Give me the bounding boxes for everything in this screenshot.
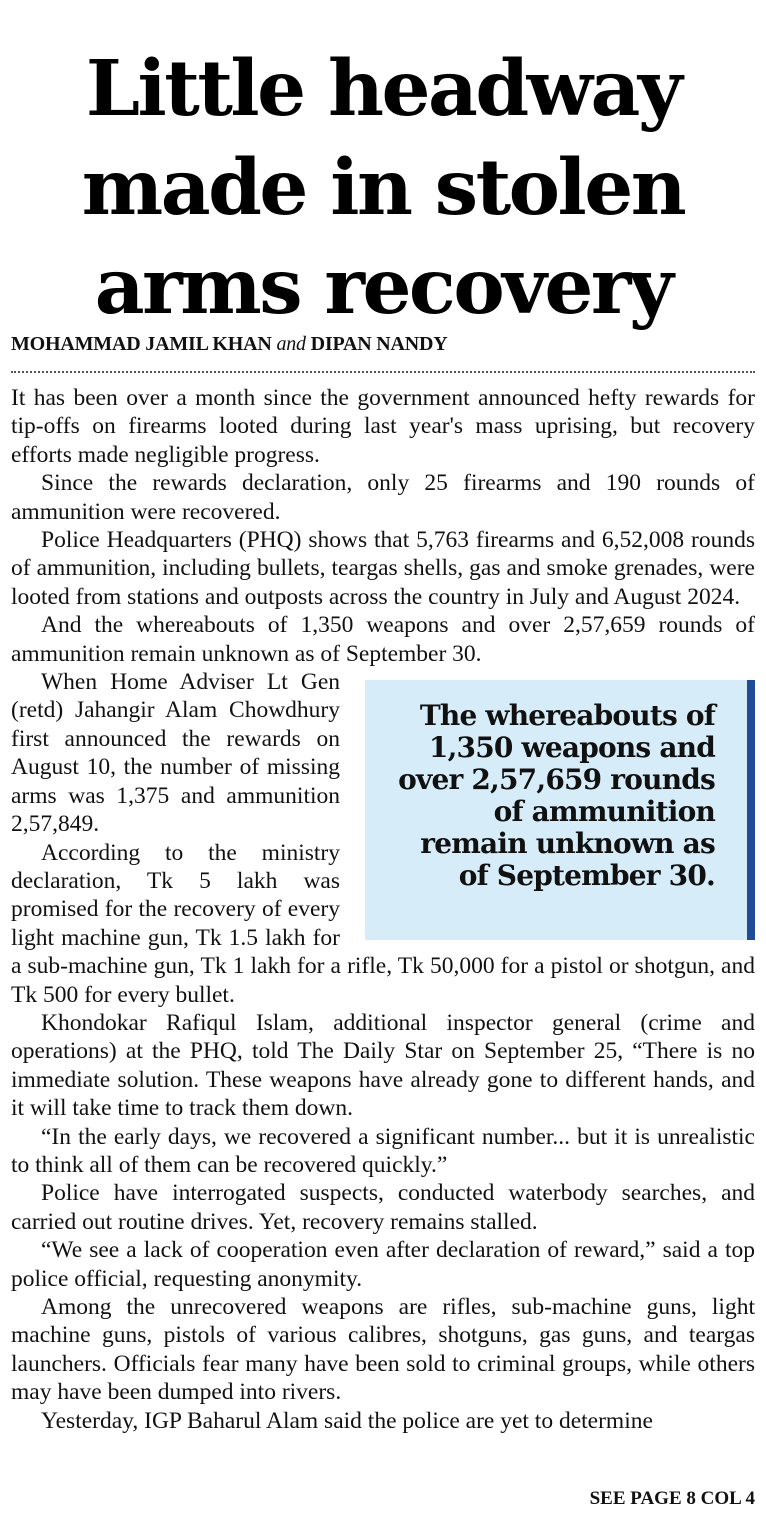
paragraph: When Home Adviser Lt Gen (retd) Jahangir Alam Chowdhury first announced the rewards on August 10, the number of missing arms was 1,375 and ammunition 2,57,849. [11,669,340,838]
paragraph: Police Headquarters (PHQ) shows that 5,763 firearms and 6,52,008 rounds of ammunition, including bullets, teargas shells, gas and smoke grenades, were looted from stations and outposts across the country in July and August 2024. [11,527,755,610]
paragraph: According to the ministry declaration, Tk 5 lakh was promised for the recovery of every light machine gun, Tk 1.5 lakh for a sub-machine gun, Tk 1 lakh for a rifle, Tk 50,000 for a pistol or shotgun, and Tk 500 for every bullet. [11,839,755,1008]
paragraph: Police have interrogated suspects, conducted waterbody searches, and carried out routine drives. Yet, recovery remains stalled. [11,1180,755,1235]
paragraph: It has been over a month since the government announced hefty rewards for tip-offs on firearms looted during last year's mass uprising, but recovery efforts made negligible progress. [11,385,755,468]
article-body [11,384,755,1435]
continuation-jump: SEE PAGE 8 COL 4 [589,1488,755,1509]
pull-quote: The whereabouts of 1,350 weapons and over 2,57,659 rounds of ammunition remain unknown as of September 30. [365,680,755,940]
byline [11,333,448,356]
paragraph: And the whereabouts of 1,350 weapons and over 2,57,659 rounds of ammunition remain unknown as of September 30. [11,612,755,667]
paragraph: Khondokar Rafiqul Islam, additional inspector general (crime and operations) at the PHQ, told The Daily Star on September 25, “There is no immediate solution. These weapons have already gone to different hands, and it will take time to track them down. [11,1009,755,1122]
byline-author-1: MOHAMMAD JAMIL KHAN [11,333,272,355]
paragraph: “In the early days, we recovered a significant number... but it is unrealistic to think all of them can be recovered quickly.” [11,1123,755,1178]
paragraph: Since the rewards declaration, only 25 firearms and 190 rounds of ammunition were recovered. [11,470,755,525]
headline: Little headway made in stolen arms recovery [81,44,685,332]
byline-conjunction: and [276,333,306,355]
paragraph: Among the unrecovered weapons are rifles, sub-machine guns, light machine guns, pistols of various calibres, shotguns, gas guns, and teargas launchers. Officials fear many have been sold to criminal groups, while others may have been dumped into rivers. [11,1294,755,1406]
paragraph: Yesterday, IGP Baharul Alam said the police are yet to determine [41,1407,653,1434]
byline-divider [11,371,755,373]
byline-author-2: DIPAN NANDY [310,333,448,355]
paragraph: “We see a lack of cooperation even after declaration of reward,” said a top police official, requesting anonymity. [11,1237,755,1292]
